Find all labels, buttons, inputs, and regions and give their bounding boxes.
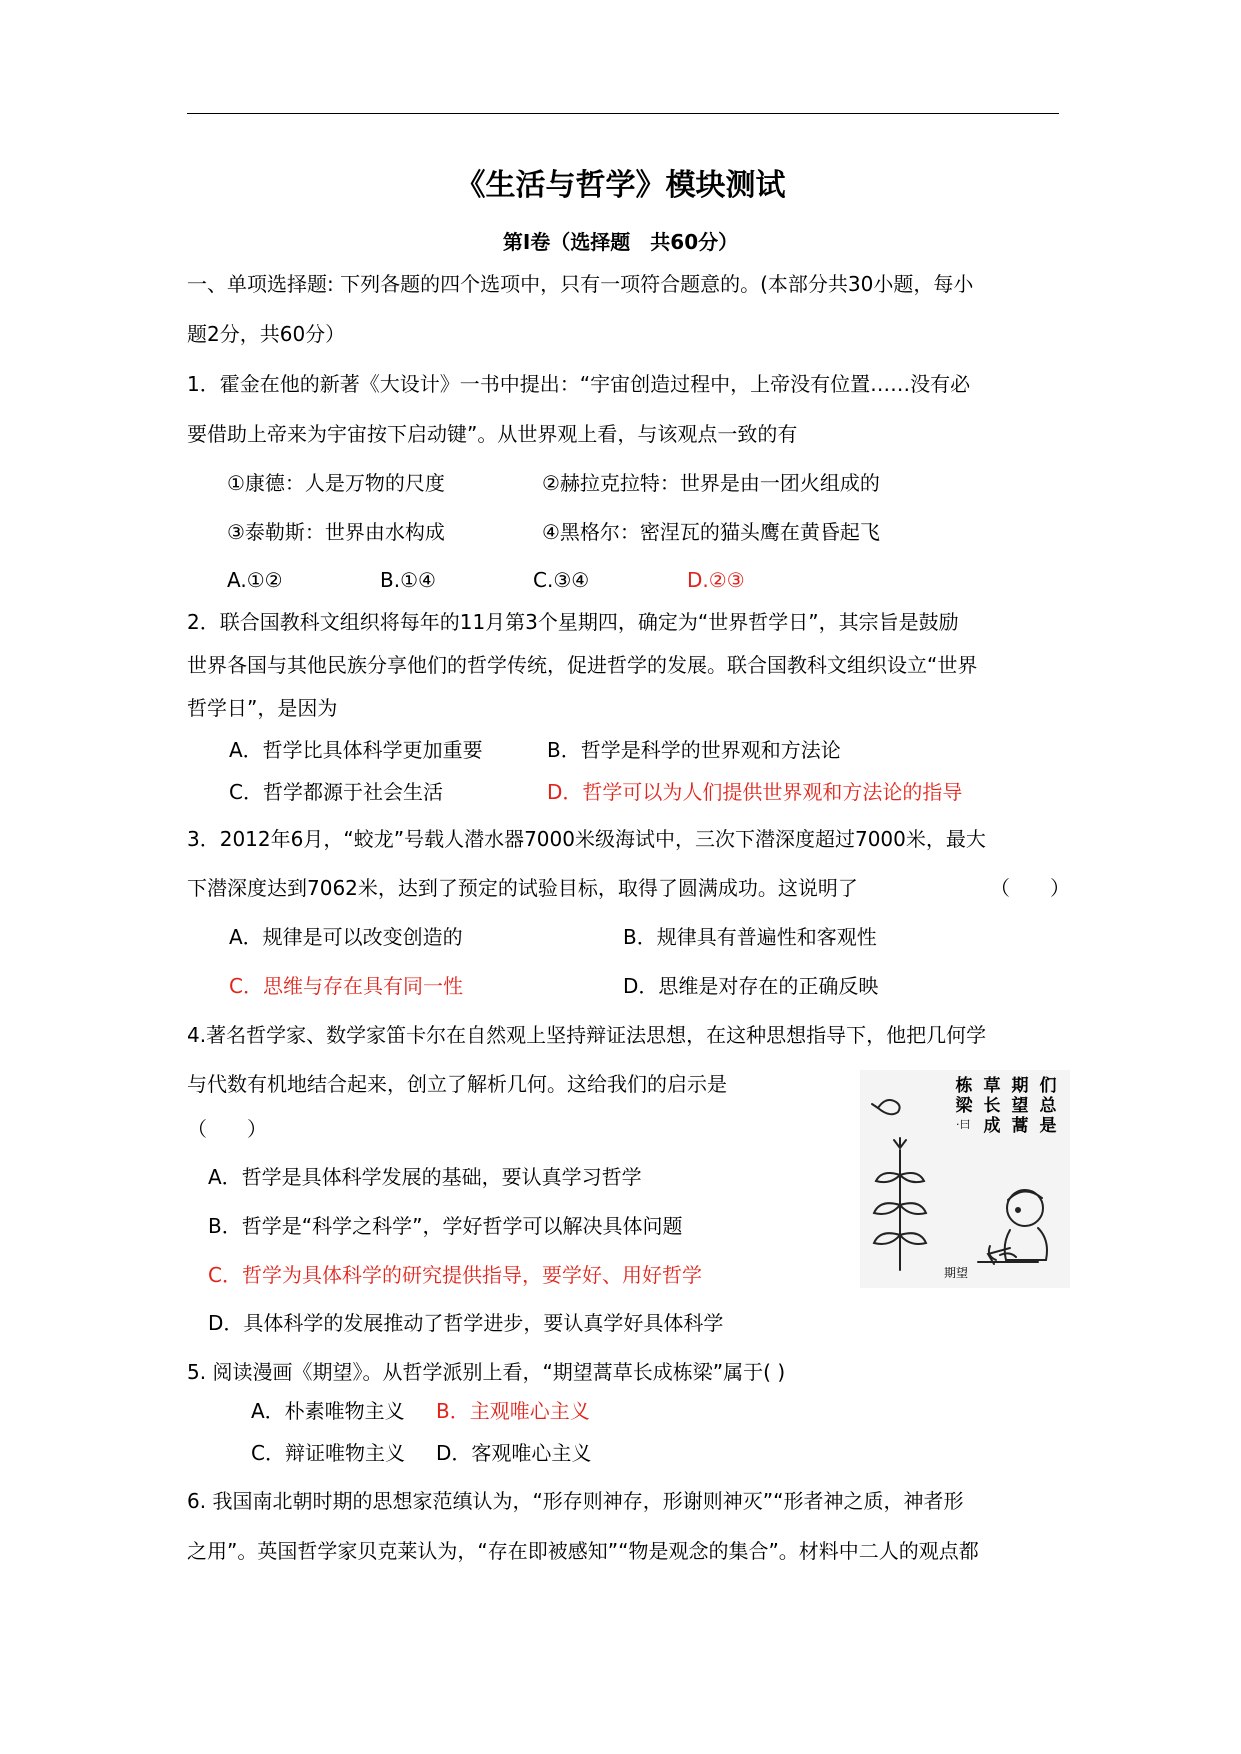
section-subtitle: 第Ⅰ卷（选择题 共60分） <box>502 230 739 254</box>
q4-option-d: D．具体科学的发展推动了哲学进步，要认真学好具体科学 <box>208 1311 724 1335</box>
q3-option-b: B．规律具有普遍性和客观性 <box>623 925 877 949</box>
q1-option-d-answer: D.②③ <box>687 568 745 592</box>
q1-stem-line-1: 1．霍金在他的新著《大设计》一书中提出：“宇宙创造过程中，上帝没有位置……没有必 <box>187 372 971 396</box>
q3-option-a: A．规律是可以改变创造的 <box>229 925 463 949</box>
q1-item-4: ④黑格尔：密涅瓦的猫头鹰在黄昏起飞 <box>542 520 880 544</box>
cartoon-qiwang-image <box>860 1070 1070 1288</box>
q3-answer-blank: （ ） <box>990 876 1070 900</box>
q6-stem-line-2: 之用”。英国哲学家贝克莱认为，“存在即被感知”“物是观念的集合”。材料中二人的观点都 <box>187 1539 979 1563</box>
q2-stem-line-2: 世界各国与其他民族分享他们的哲学传统，促进哲学的发展。联合国教科文组织设立“世界 <box>187 653 978 677</box>
q2-option-c: C．哲学都源于社会生活 <box>229 780 443 804</box>
instructions-line-1: 一、单项选择题: 下列各题的四个选项中，只有一项符合题意的。(本部分共30小题，每小 <box>187 272 974 296</box>
cartoon-text-col-2: 期望蒿 <box>1011 1076 1029 1136</box>
q4-answer-blank: （ ） <box>187 1117 267 1141</box>
page-title: 《生活与哲学》模块测试 <box>455 168 786 203</box>
cartoon-text-col-1: 们总是 <box>1039 1076 1057 1136</box>
q2-option-b: B．哲学是科学的世界观和方法论 <box>547 738 841 762</box>
q5-stem-line-1: 5. 阅读漫画《期望》。从哲学派别上看，“期望蒿草长成栋梁”属于( ) <box>187 1360 786 1384</box>
cartoon-signature: ·曰 <box>956 1118 971 1131</box>
cartoon-text-col-4: 栋梁 <box>955 1076 973 1116</box>
q1-option-b: B.①④ <box>380 568 436 592</box>
q1-option-a: A.①② <box>227 568 283 592</box>
q1-item-1: ①康德：人是万物的尺度 <box>227 471 445 495</box>
q6-stem-line-1: 6. 我国南北朝时期的思想家范缜认为，“形存则神存，形谢则神灭”“形者神之质，神者形 <box>187 1489 964 1513</box>
q5-option-c: C．辩证唯物主义 <box>251 1441 405 1465</box>
q4-stem-line-1: 4.著名哲学家、数学家笛卡尔在自然观上坚持辩证法思想，在这种思想指导下，他把几何学 <box>187 1023 987 1047</box>
q3-stem-line-1: 3．2012年6月，“蛟龙”号载人潜水器7000米级海试中，三次下潜深度超过7000米，最大 <box>187 827 986 851</box>
instructions-line-2: 题2分，共60分） <box>187 322 346 346</box>
header-rule <box>187 113 1059 114</box>
q4-stem-line-2: 与代数有机地结合起来，创立了解析几何。这给我们的启示是 <box>187 1072 727 1096</box>
q3-option-d: D．思维是对存在的正确反映 <box>623 974 879 998</box>
q2-stem-line-3: 哲学日”，是因为 <box>187 696 338 720</box>
q2-stem-line-1: 2．联合国教科文组织将每年的11月第3个星期四，确定为“世界哲学日”，其宗旨是鼓励 <box>187 610 959 634</box>
q4-option-b: B．哲学是“科学之科学”，学好哲学可以解决具体问题 <box>208 1214 683 1238</box>
q4-option-c-answer: C．哲学为具体科学的研究提供指导，要学好、用好哲学 <box>208 1263 702 1287</box>
q1-item-2: ②赫拉克拉特：世界是由一团火组成的 <box>542 471 880 495</box>
q1-option-c: C.③④ <box>533 568 590 592</box>
q3-stem-line-2: 下潜深度达到7062米，达到了预定的试验目标，取得了圆满成功。这说明了 <box>187 876 858 900</box>
q2-option-d-answer: D．哲学可以为人们提供世界观和方法论的指导 <box>547 780 963 804</box>
q1-stem-line-2: 要借助上帝来为宇宙按下启动键”。从世界观上看，与该观点一致的有 <box>187 422 798 446</box>
q5-option-a: A．朴素唯物主义 <box>251 1399 405 1423</box>
cartoon-text-col-3: 草长成 <box>983 1076 1001 1136</box>
q5-option-b-answer: B．主观唯心主义 <box>436 1399 590 1423</box>
q1-item-3: ③泰勒斯：世界由水构成 <box>227 520 445 544</box>
q4-option-a: A．哲学是具体科学发展的基础，要认真学习哲学 <box>208 1165 642 1189</box>
q5-option-d: D．客观唯心主义 <box>436 1441 592 1465</box>
q2-option-a: A．哲学比具体科学更加重要 <box>229 738 483 762</box>
cartoon-caption: 期望 <box>944 1266 969 1280</box>
q3-option-c-answer: C．思维与存在具有同一性 <box>229 974 463 998</box>
